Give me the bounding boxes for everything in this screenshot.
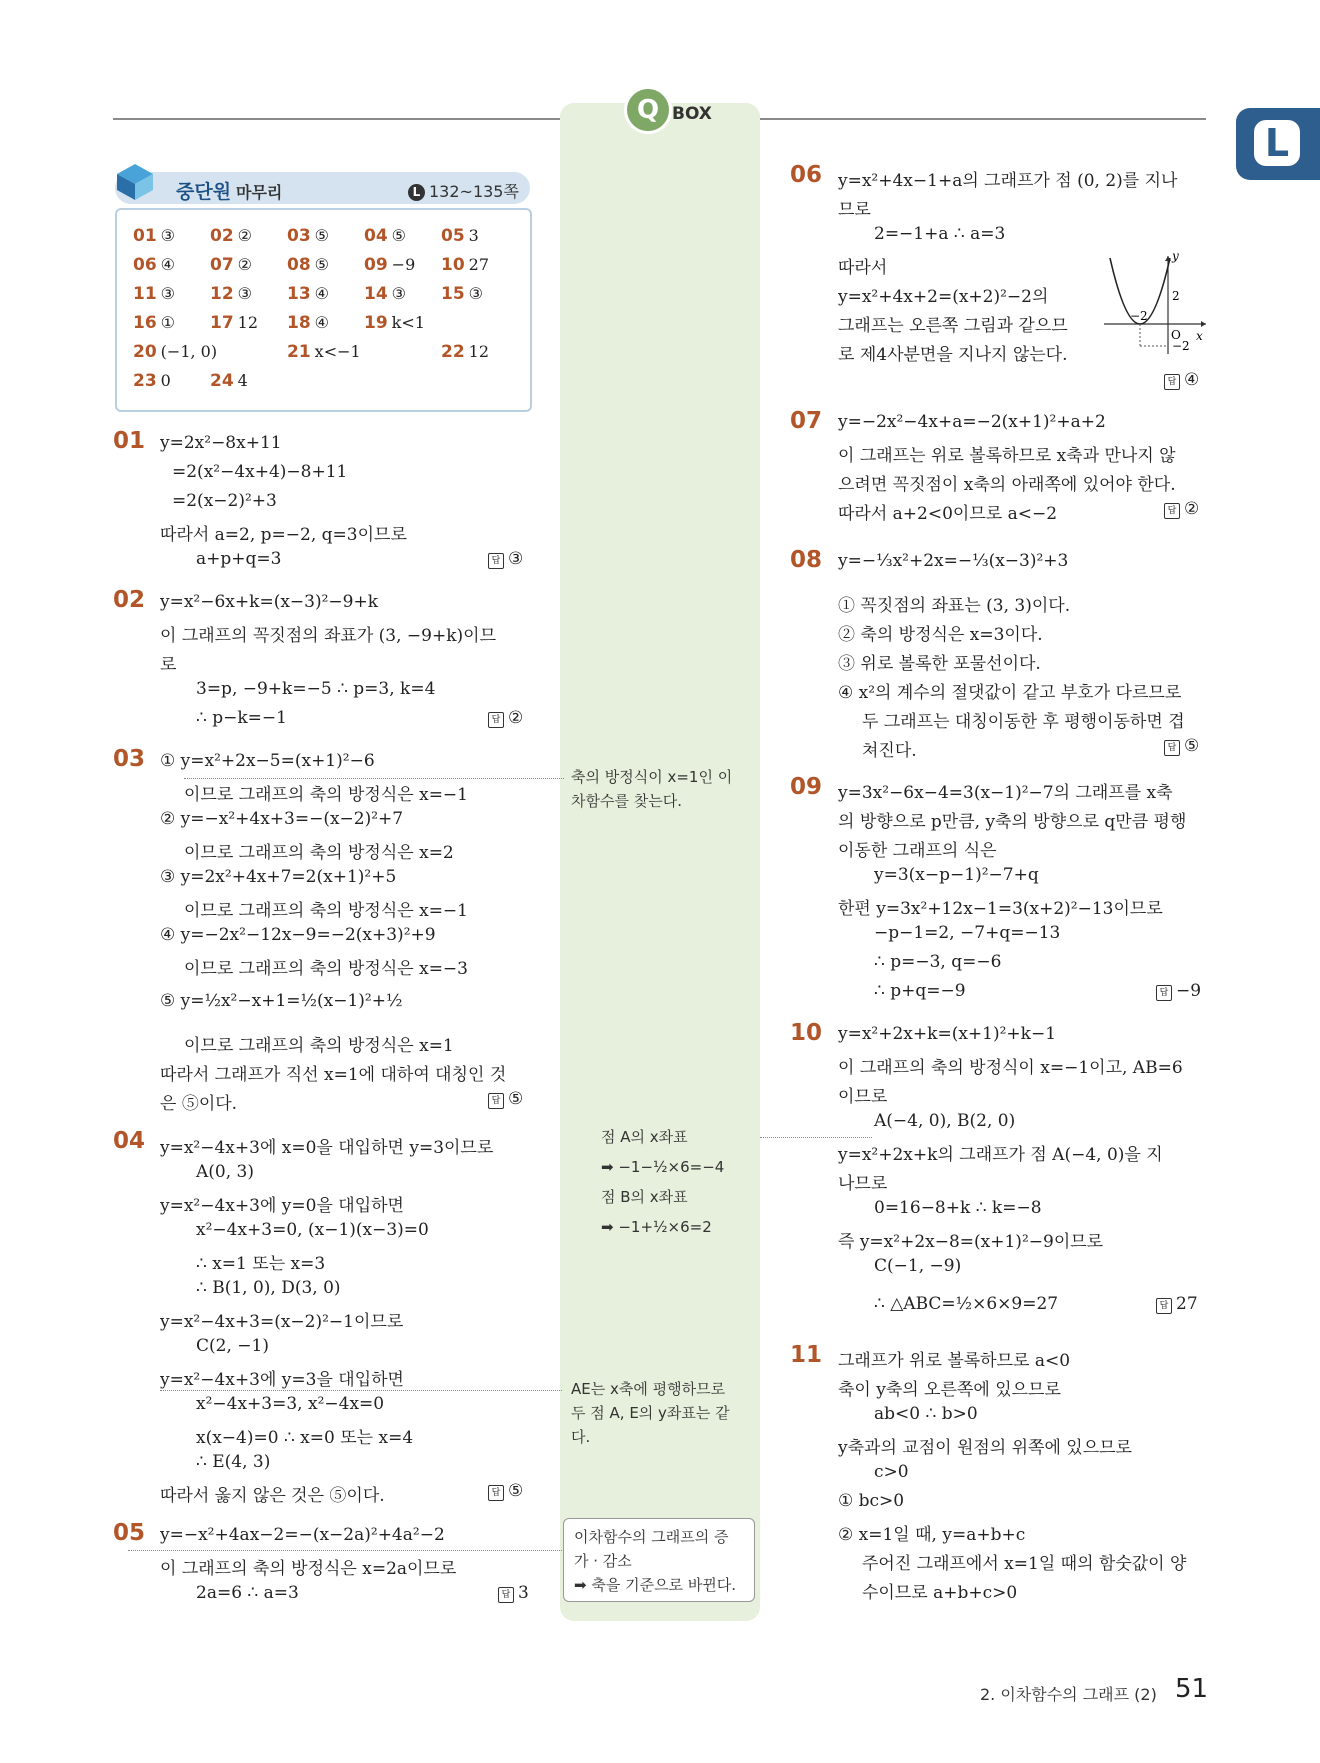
graph-x-label: x bbox=[1196, 329, 1203, 343]
solution-line: 그래프는 오른쪽 그림과 같으므 bbox=[838, 316, 1068, 336]
solution-line: c>0 bbox=[874, 1462, 909, 1482]
summary-pages: L 132~135쪽 bbox=[408, 179, 519, 202]
solution-line: 이므로 그래프의 축의 방정식은 x=−3 bbox=[184, 959, 468, 979]
solution-line: 이므로 그래프의 축의 방정식은 x=1 bbox=[184, 1036, 454, 1056]
answer-icon: 답 bbox=[1156, 985, 1172, 1001]
solution-line: 0=16−8+k ∴ k=−8 bbox=[874, 1198, 1042, 1218]
answer-icon: 답 bbox=[1156, 1298, 1172, 1314]
answer: 답 ② bbox=[1164, 499, 1199, 519]
top-rule-left bbox=[113, 118, 560, 120]
summary-answer: 07 ② bbox=[210, 255, 253, 275]
solution-line: =2(x−2)²+3 bbox=[172, 491, 277, 511]
solution-line: 으려면 꼭짓점이 x축의 아래쪽에 있어야 한다. bbox=[838, 475, 1176, 495]
solution-line: ∴ p=−3, q=−6 bbox=[874, 952, 1002, 972]
solution-line: y=x²−6x+k=(x−3)²−9+k bbox=[160, 592, 379, 612]
solution-line: y=3(x−p−1)²−7+q bbox=[874, 865, 1039, 885]
solution-line: y=x²−4x+3=(x−2)²−1이므로 bbox=[160, 1312, 404, 1332]
solution-line: 이므로 그래프의 축의 방정식은 x=2 bbox=[184, 843, 454, 863]
solution-line: ab<0 ∴ b>0 bbox=[874, 1404, 978, 1424]
summary-answer: 23 0 bbox=[133, 371, 171, 391]
summary-answer: 08 ⑤ bbox=[287, 255, 330, 275]
solution-line: ② y=−x²+4x+3=−(x−2)²+7 bbox=[160, 809, 404, 829]
solution-line: y=3x²−6x−4=3(x−1)²−7의 그래프를 x축 bbox=[838, 783, 1173, 803]
solution-line: C(2, −1) bbox=[196, 1336, 269, 1356]
qbox-note: 이차함수의 그래프의 증 가 · 감소 ➡ 축을 기준으로 바뀐다. bbox=[574, 1528, 737, 1594]
solution-line: 이 그래프의 축의 방정식은 x=2a이므로 bbox=[160, 1559, 457, 1579]
solution-line: y축과의 교점이 원점의 위쪽에 있으므로 bbox=[838, 1438, 1132, 1458]
solution-line: 수이므로 a+b+c>0 bbox=[862, 1583, 1018, 1603]
answer: 답 ⑤ bbox=[488, 1089, 523, 1109]
solution-line: x(x−4)=0 ∴ x=0 또는 x=4 bbox=[196, 1428, 414, 1448]
summary-answer-box bbox=[115, 208, 532, 412]
solution-line: y=x²+2x+k=(x+1)²+k−1 bbox=[838, 1024, 1057, 1044]
solution-line: ∴ x=1 또는 x=3 bbox=[196, 1254, 326, 1274]
summary-answer: 15 ③ bbox=[441, 284, 484, 304]
solution-line: 이 그래프의 축의 방정식이 x=−1이고, AB=6 bbox=[838, 1058, 1183, 1078]
solution-line: 한편 y=3x²+12x−1=3(x+2)²−13이므로 bbox=[838, 899, 1163, 919]
chapter-footer: 2. 이차함수의 그래프 (2) bbox=[980, 1685, 1157, 1704]
answer: 답 3 bbox=[498, 1583, 529, 1603]
solution-line: 따라서 a+2<0이므로 a<−2 bbox=[838, 504, 1058, 524]
solution-line: 이 그래프는 위로 볼록하므로 x축과 만나지 않 bbox=[838, 446, 1176, 466]
qbox-note: 축의 방정식이 x=1인 이 차함수를 찾는다. bbox=[571, 768, 733, 810]
summary-answer: 10 27 bbox=[441, 255, 490, 275]
solution-line: 그래프가 위로 볼록하므로 a<0 bbox=[838, 1351, 1071, 1371]
solution-line: C(−1, −9) bbox=[874, 1256, 962, 1276]
graph-origin-label: O bbox=[1171, 328, 1181, 342]
problem-number: 09 bbox=[790, 774, 823, 800]
answer-icon: 답 bbox=[498, 1587, 514, 1603]
summary-answer: 01 ③ bbox=[133, 226, 176, 246]
solution-line: 3=p, −9+k=−5 ∴ p=3, k=4 bbox=[196, 679, 436, 699]
problem-number: 11 bbox=[790, 1342, 823, 1368]
summary-answer: 21 x<−1 bbox=[287, 342, 361, 362]
solution-line: ∴ p+q=−9 bbox=[874, 981, 966, 1001]
solution-line: y=x²−4x+3에 y=0을 대입하면 bbox=[160, 1196, 404, 1216]
solution-line: 이므로 그래프의 축의 방정식은 x=−1 bbox=[184, 785, 468, 805]
graph-label: 2 bbox=[1172, 289, 1180, 303]
solution-line: ① bc>0 bbox=[838, 1491, 905, 1511]
summary-answer: 24 4 bbox=[210, 371, 248, 391]
solution-line: 2=−1+a ∴ a=3 bbox=[874, 224, 1006, 244]
solution-line: −p−1=2, −7+q=−13 bbox=[874, 923, 1061, 943]
solution-line: ∴ △ABC=½×6×9=27 bbox=[874, 1294, 1059, 1314]
answer-icon: 답 bbox=[1164, 740, 1180, 756]
solution-line: y=x²+4x+2=(x+2)²−2의 bbox=[838, 287, 1049, 307]
solution-line: 로 제4사분면을 지나지 않는다. bbox=[838, 345, 1068, 365]
solution-line: ∴ E(4, 3) bbox=[196, 1452, 271, 1472]
solution-line: ① 꼭짓점의 좌표는 (3, 3)이다. bbox=[838, 596, 1071, 616]
qbox-note: 점 A의 x좌표 ➡ −1−½×6=−4 점 B의 x좌표 ➡ −1+½×6=2 bbox=[601, 1128, 725, 1236]
summary-answer: 04 ⑤ bbox=[364, 226, 407, 246]
solution-line: A(−4, 0), B(2, 0) bbox=[874, 1111, 1016, 1131]
chapter-tab bbox=[1236, 108, 1320, 180]
problem-number: 06 bbox=[790, 162, 823, 188]
solution-line: ① y=x²+2x−5=(x+1)²−6 bbox=[160, 751, 375, 771]
answer-icon: 답 bbox=[488, 712, 504, 728]
answer: 답 ⑤ bbox=[1164, 736, 1199, 756]
problem-number: 07 bbox=[790, 408, 823, 434]
solution-line: ② 축의 방정식은 x=3이다. bbox=[838, 625, 1043, 645]
problem-number: 01 bbox=[113, 428, 146, 454]
summary-answer: 13 ④ bbox=[287, 284, 330, 304]
solution-line: 두 그래프는 대칭이동한 후 평행이동하면 겹 bbox=[862, 712, 1185, 732]
summary-answer: 02 ② bbox=[210, 226, 253, 246]
qbox-note: AE는 x축에 평행하므로 두 점 A, E의 y좌표는 같 다. bbox=[571, 1380, 730, 1446]
answer: 답 ④ bbox=[1164, 370, 1199, 390]
problem-number: 10 bbox=[790, 1020, 823, 1046]
solution-line: 이동한 그래프의 식은 bbox=[838, 841, 997, 861]
solution-line: y=x²−4x+3에 y=3을 대입하면 bbox=[160, 1370, 404, 1390]
answer-icon: 답 bbox=[488, 1093, 504, 1109]
note-leader bbox=[160, 1390, 562, 1391]
answer-icon: 답 bbox=[488, 553, 504, 569]
graph-y-label: y bbox=[1172, 250, 1179, 263]
solution-line: 이 그래프의 꼭짓점의 좌표가 (3, −9+k)이므 bbox=[160, 626, 497, 646]
solution-line: a+p+q=3 bbox=[196, 549, 282, 569]
summary-answer: 11 ③ bbox=[133, 284, 176, 304]
summary-answer: 06 ④ bbox=[133, 255, 176, 275]
page-ref-icon: L bbox=[408, 184, 425, 201]
summary-answer: 14 ③ bbox=[364, 284, 407, 304]
solution-line: 이므로 bbox=[838, 1087, 888, 1107]
solution-line: y=x²−4x+3에 x=0을 대입하면 y=3이므로 bbox=[160, 1138, 494, 1158]
summary-answer: 18 ④ bbox=[287, 313, 330, 333]
solution-line: 의 방향으로 p만큼, y축의 방향으로 q만큼 평행 bbox=[838, 812, 1187, 832]
page-number: 51 bbox=[1175, 1674, 1209, 1704]
solution-line: ④ x²의 계수의 절댓값이 같고 부호가 다르므로 bbox=[838, 683, 1182, 703]
graph-label: −2 bbox=[1172, 339, 1190, 353]
solution-line: ② x=1일 때, y=a+b+c bbox=[838, 1525, 1026, 1545]
solution-line: 축이 y축의 오른쪽에 있으므로 bbox=[838, 1380, 1061, 1400]
solution-line: y=x²+2x+k의 그래프가 점 A(−4, 0)을 지 bbox=[838, 1145, 1163, 1165]
solution-line: 나므로 bbox=[838, 1174, 888, 1194]
solution-line: ④ y=−2x²−12x−9=−2(x+3)²+9 bbox=[160, 925, 436, 945]
solution-line: 따라서 bbox=[838, 258, 888, 278]
answer-icon: 답 bbox=[488, 1485, 504, 1501]
answer: 답 ③ bbox=[488, 549, 523, 569]
note-leader bbox=[184, 778, 564, 779]
graph-label: −2 bbox=[1130, 309, 1148, 323]
summary-answer: 17 12 bbox=[210, 313, 259, 333]
solution-line: 따라서 그래프가 직선 x=1에 대하여 대칭인 것 bbox=[160, 1065, 507, 1085]
solution-line: 이므로 그래프의 축의 방정식은 x=−1 bbox=[184, 901, 468, 921]
summary-answer: 22 12 bbox=[441, 342, 490, 362]
qbox-badge: Q bbox=[624, 86, 672, 134]
solution-line: 쳐진다. bbox=[862, 741, 917, 761]
problem-number: 08 bbox=[790, 547, 823, 573]
summary-answer: 19 k<1 bbox=[364, 313, 425, 333]
summary-answer: 09 −9 bbox=[364, 255, 416, 275]
solution-line: =2(x²−4x+4)−8+11 bbox=[172, 462, 348, 482]
solution-line: y=−2x²−4x+a=−2(x+1)²+a+2 bbox=[838, 412, 1106, 432]
solution-line: ∴ B(1, 0), D(3, 0) bbox=[196, 1278, 341, 1298]
summary-answer: 03 ⑤ bbox=[287, 226, 330, 246]
solution-line: y=−⅓x²+2x=−⅓(x−3)²+3 bbox=[838, 551, 1069, 571]
answer: 답 27 bbox=[1156, 1294, 1198, 1314]
problem-number: 04 bbox=[113, 1128, 146, 1154]
answer-icon: 답 bbox=[1164, 503, 1180, 519]
solution-line: x²−4x+3=0, (x−1)(x−3)=0 bbox=[196, 1220, 429, 1240]
answer: 답 ② bbox=[488, 708, 523, 728]
solution-line: A(0, 3) bbox=[196, 1162, 254, 1182]
summary-answer: 16 ① bbox=[133, 313, 176, 333]
cube-icon bbox=[113, 162, 157, 202]
solution-line: y=x²+4x−1+a의 그래프가 점 (0, 2)를 지나 bbox=[838, 171, 1178, 191]
summary-answer: 12 ③ bbox=[210, 284, 253, 304]
qbox-note-box bbox=[563, 1518, 755, 1602]
solution-line: y=2x²−8x+11 bbox=[160, 433, 282, 453]
top-rule-right bbox=[760, 118, 1206, 120]
qbox-label: BOX bbox=[672, 104, 712, 124]
solution-line: x²−4x+3=3, x²−4x=0 bbox=[196, 1394, 385, 1414]
note-leader bbox=[128, 1550, 564, 1551]
solution-line: 2a=6 ∴ a=3 bbox=[196, 1583, 299, 1603]
solution-line: 따라서 옳지 않은 것은 ⑤이다. bbox=[160, 1486, 385, 1506]
solution-line: 은 ⑤이다. bbox=[160, 1094, 238, 1114]
problem-number: 03 bbox=[113, 746, 146, 772]
answer-icon: 답 bbox=[1164, 374, 1180, 390]
solution-line: 즉 y=x²+2x−8=(x+1)²−9이므로 bbox=[838, 1232, 1104, 1252]
solution-line: ⑤ y=½x²−x+1=½(x−1)²+½ bbox=[160, 991, 403, 1011]
problem-number: 05 bbox=[113, 1520, 146, 1546]
summary-answer: 20 (−1, 0) bbox=[133, 342, 218, 362]
solution-line: ∴ p−k=−1 bbox=[196, 708, 287, 728]
solution-line: y=−x²+4ax−2=−(x−2a)²+4a²−2 bbox=[160, 1525, 445, 1545]
summary-answer: 05 3 bbox=[441, 226, 479, 246]
solution-line: ③ 위로 볼록한 포물선이다. bbox=[838, 654, 1041, 674]
answer: 답 −9 bbox=[1156, 981, 1201, 1001]
solution-line: 따라서 a=2, p=−2, q=3이므로 bbox=[160, 525, 407, 545]
note-leader bbox=[760, 1137, 872, 1138]
solution-line: ③ y=2x²+4x+7=2(x+1)²+5 bbox=[160, 867, 397, 887]
solution-line: 므로 bbox=[838, 200, 871, 220]
problem-number: 02 bbox=[113, 587, 146, 613]
summary-subtitle: 마무리 bbox=[236, 183, 283, 202]
parabola-graph bbox=[1100, 250, 1210, 362]
chapter-tab-letter: L bbox=[1254, 120, 1300, 166]
solution-line: 로 bbox=[160, 655, 177, 675]
answer: 답 ⑤ bbox=[488, 1481, 523, 1501]
solution-line: 주어진 그래프에서 x=1일 때의 함숫값이 양 bbox=[862, 1554, 1187, 1574]
summary-title: 중단원 bbox=[176, 181, 232, 203]
